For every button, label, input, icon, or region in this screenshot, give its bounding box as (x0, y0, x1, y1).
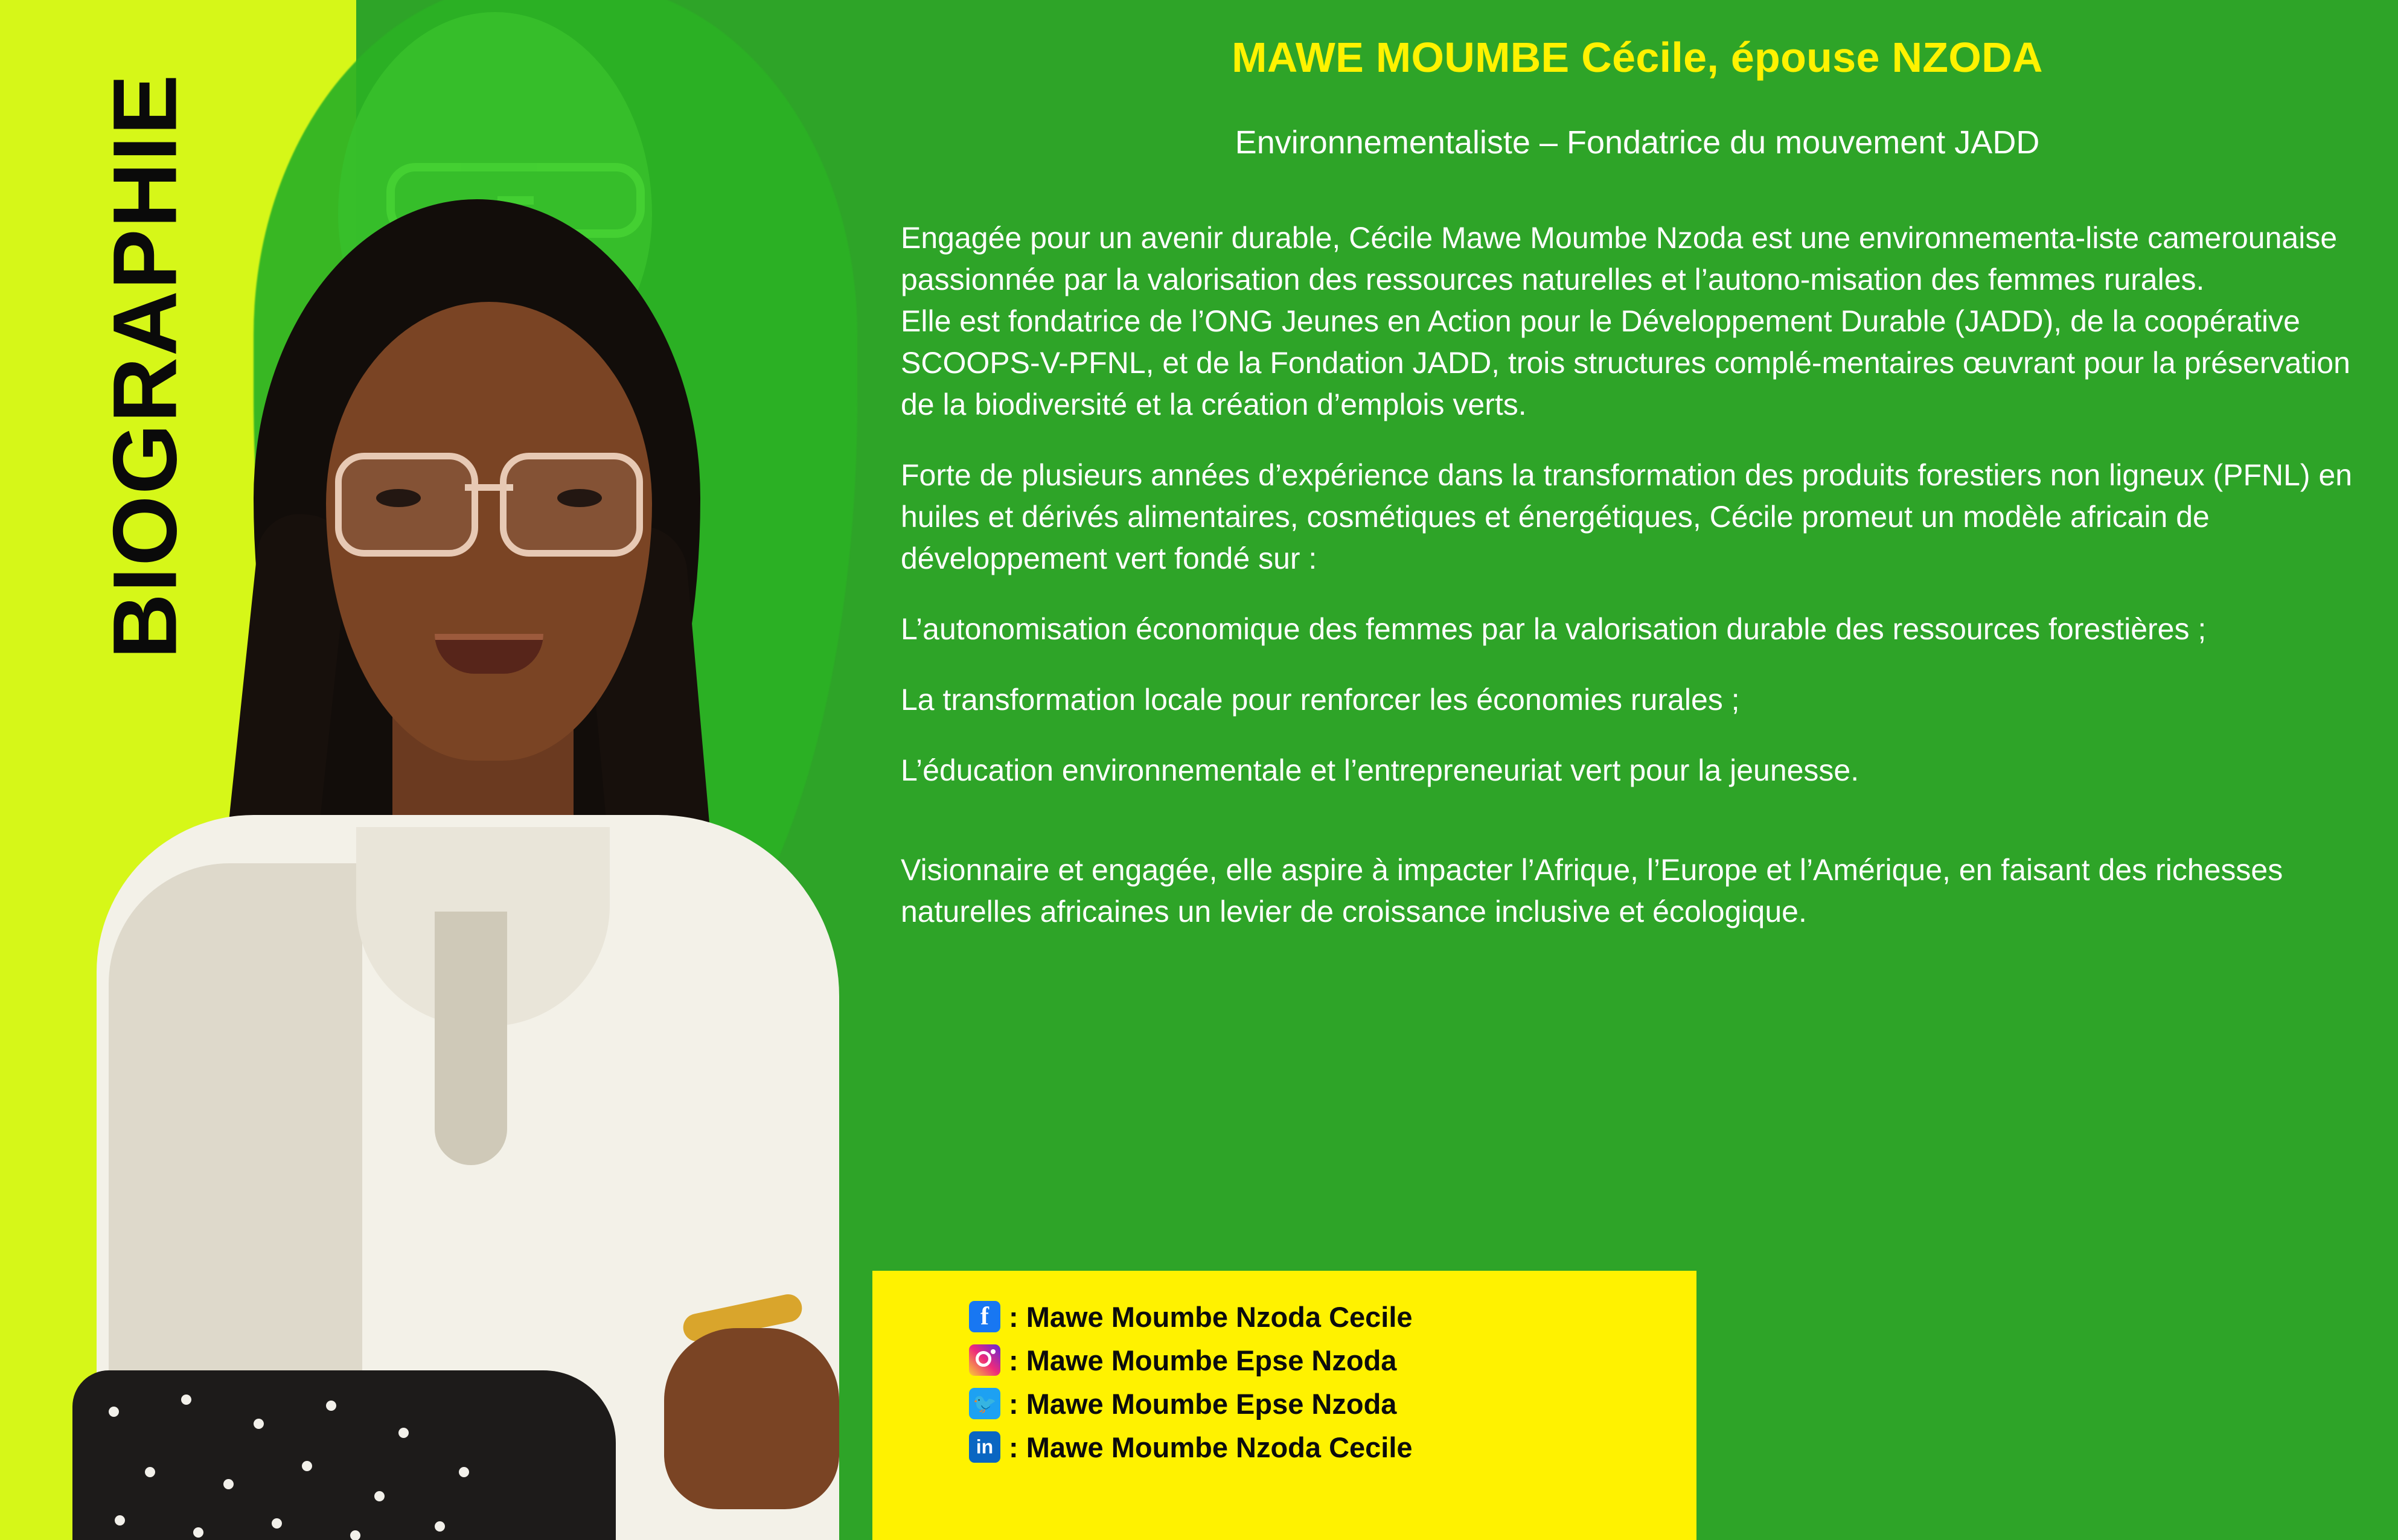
portrait-photo (72, 199, 875, 1540)
social-row-instagram[interactable] (872, 1338, 1696, 1382)
biographie-vertical-title: BIOGRAPHIE (94, 73, 196, 659)
portrait-hand (664, 1328, 839, 1509)
portrait-eye-right (557, 489, 602, 507)
paragraph-3: Forte de plusieurs années d’expérience dans la transformation des produits forestiers non ligneux (PFNL) en huiles et dérivés alimentaires, cosmétiques et énergétiques, Cécile promeut un modèle africain de développement vert fondé sur : (901, 458, 2353, 575)
social-media-box (872, 1271, 1696, 1540)
paragraph-5: La transformation locale pour renforcer les économies rurales ; (901, 683, 1740, 717)
facebook-handle: : Mawe Moumbe Nzoda Cecile (1009, 1300, 1413, 1333)
twitter-handle: : Mawe Moumbe Epse Nzoda (1009, 1387, 1397, 1420)
instagram-icon[interactable] (969, 1344, 1000, 1376)
page-title: MAWE MOUMBE Cécile, épouse NZODA (1232, 34, 2043, 81)
linkedin-icon[interactable] (969, 1431, 1000, 1463)
social-row-linkedin[interactable] (872, 1425, 1696, 1469)
paragraph-6: L’éducation environnementale et l’entrepreneuriat vert pour la jeunesse. (901, 753, 1859, 787)
paragraph-4: L’autonomisation économique des femmes par la valorisation durable des ressources forestières ; (901, 612, 2207, 646)
paragraph-1: Engagée pour un avenir durable, Cécile Mawe Moumbe Nzoda est une environnementa-liste camerounaise passionnée par la valorisation des ressources naturelles et l’autono-misation des femmes rurales. (901, 221, 2338, 296)
portrait-eye-left (376, 489, 421, 507)
social-row-facebook[interactable] (872, 1295, 1696, 1338)
paragraph-7: Visionnaire et engagée, elle aspire à impacter l’Afrique, l’Europe et l’Amérique, en faisant des richesses naturelles africaines un levier de croissance inclusive et écologique. (901, 853, 2283, 928)
portrait-neck-tie (435, 912, 507, 1165)
facebook-icon[interactable] (969, 1301, 1000, 1332)
portrait-polka-skirt (72, 1370, 616, 1540)
page-subtitle: Environnementaliste – Fondatrice du mouvement JADD (1235, 124, 2040, 161)
instagram-handle: : Mawe Moumbe Epse Nzoda (1009, 1344, 1397, 1376)
twitter-icon[interactable] (969, 1388, 1000, 1419)
paragraph-2: Elle est fondatrice de l’ONG Jeunes en Action pour le Développement Durable (JADD), de la coopérative SCOOPS-V-PFNL, et de la Fondation JADD, trois structures complé-mentaires œuvrant pour la préservation de la biodiversité et la création d’emplois verts. (901, 304, 2350, 421)
left-panel (0, 0, 877, 1540)
social-row-twitter[interactable] (872, 1382, 1696, 1425)
portrait-glasses-icon (335, 453, 643, 543)
biography-text (901, 217, 2386, 933)
linkedin-handle: : Mawe Moumbe Nzoda Cecile (1009, 1431, 1413, 1463)
